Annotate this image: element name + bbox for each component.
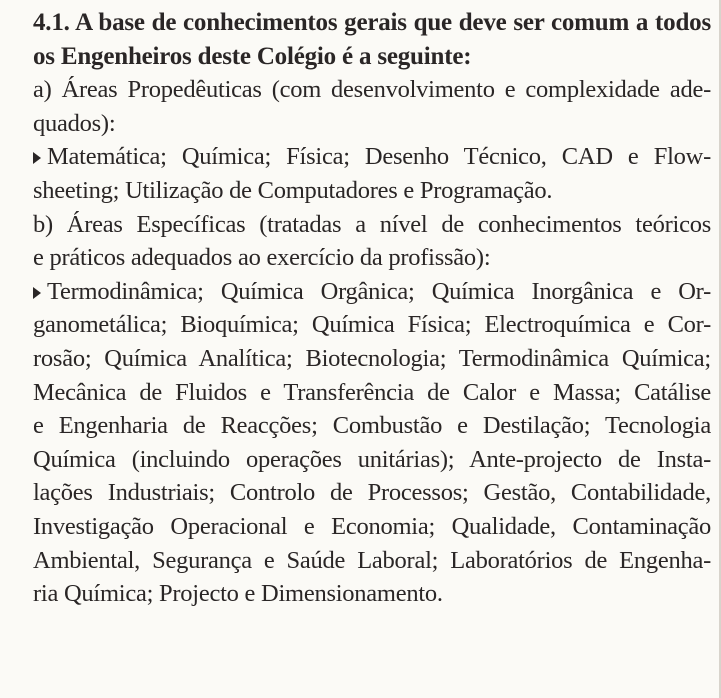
- section-b-bullet-line-1: [33, 275, 711, 309]
- section-a-bullet-line-2: sheeting; Utilização de Computadores e Programação.: [33, 176, 553, 204]
- section-a-bullet-line-1: [33, 140, 711, 174]
- section-a-line-2: quados):: [33, 109, 116, 137]
- section-b-bullet-text-1: Termodinâmica; Química Orgânica; Química Inorgânica e Or-: [47, 277, 711, 305]
- section-b-bullet-line-7: lações Industriais; Controlo de Processos; Gestão, Contabilidade,: [33, 479, 711, 507]
- section-b-bullet-line-3: rosão; Química Analítica; Biotecnologia; Termodinâmica Química;: [33, 344, 711, 372]
- section-b-bullet-line-8: Investigação Operacional e Economia; Qualidade, Contaminação: [33, 512, 711, 540]
- section-b-bullet-line-10: ria Química; Projecto e Dimensionamento.: [33, 580, 443, 608]
- heading-line-2: os Engenheiros deste Colégio é a seguinte:: [33, 42, 472, 70]
- section-a-line-1: a) Áreas Propedêuticas (com desenvolvimento e complexidade ade-: [33, 76, 711, 104]
- section-b-bullet-line-4: Mecânica de Fluidos e Transferência de Calor e Massa; Catálise: [33, 378, 711, 406]
- bullet-triangle-icon: [33, 152, 41, 164]
- section-a-bullet-text-1: Matemática; Química; Física; Desenho Técnico, CAD e Flow-: [47, 143, 711, 171]
- section-b-bullet-line-9: Ambiental, Segurança e Saúde Laboral; Laboratórios de Engenha-: [33, 546, 711, 574]
- section-b-bullet-line-6: Química (incluindo operações unitárias); Ante-projecto de Insta-: [33, 445, 711, 473]
- heading-line-1: 4.1. A base de conhecimentos gerais que deve ser comum a todos: [33, 9, 711, 36]
- section-b-bullet-line-2: ganometálica; Bioquímica; Química Física; Electroquímica e Cor-: [33, 311, 711, 339]
- section-b-line-2: e práticos adequados ao exercício da profissão):: [33, 244, 491, 272]
- section-b-bullet-line-5: e Engenharia de Reacções; Combustão e Destilação; Tecnologia: [33, 412, 711, 440]
- bullet-triangle-icon: [33, 287, 41, 299]
- section-b-line-1: b) Áreas Específicas (tratadas a nível de conhecimentos teóricos: [33, 210, 711, 238]
